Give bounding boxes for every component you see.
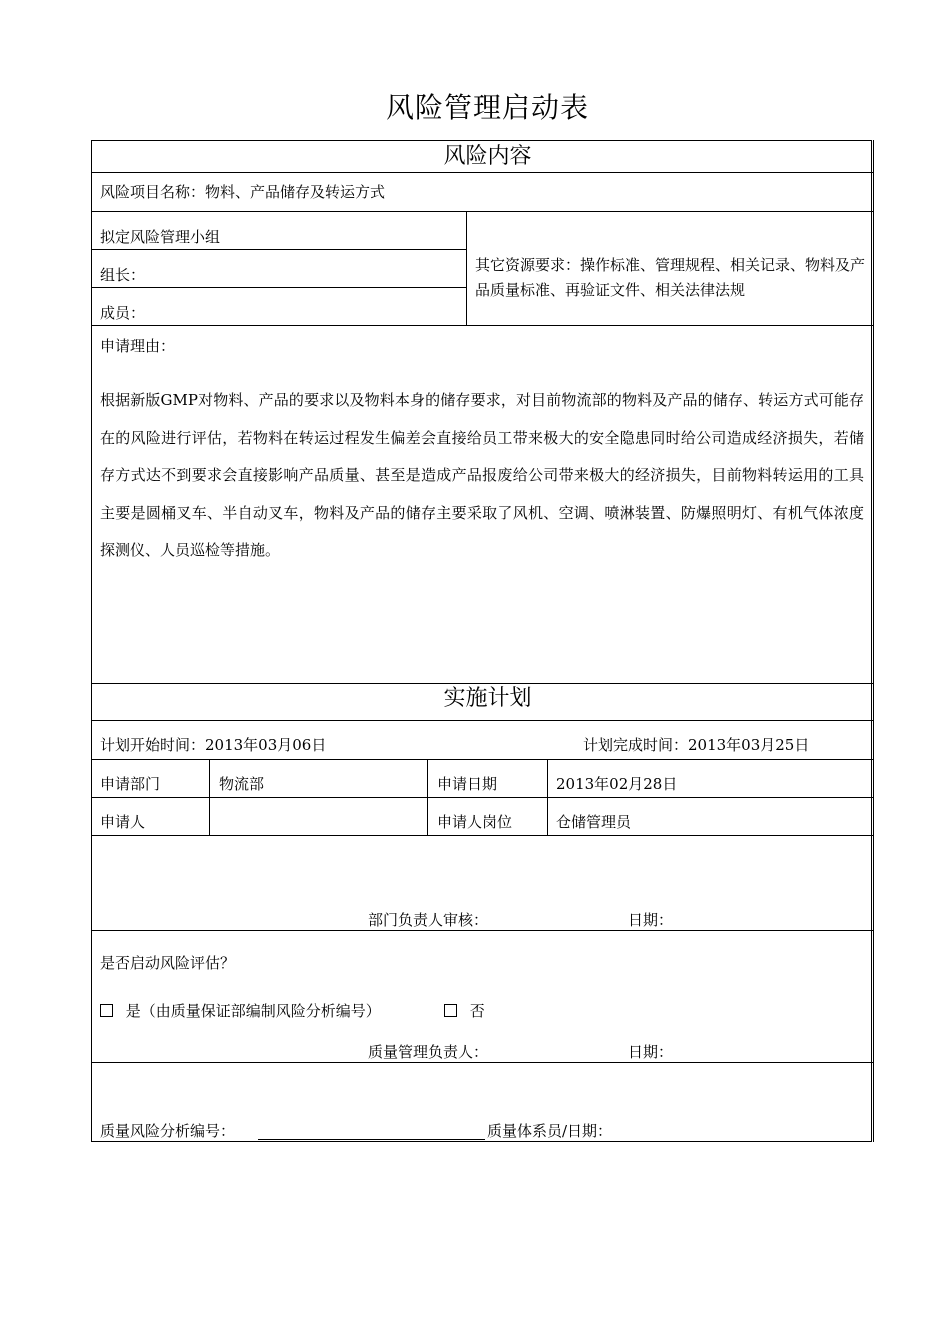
position-value: 仓储管理员	[556, 813, 632, 831]
option-yes[interactable]	[100, 1004, 381, 1019]
column-divider	[466, 211, 467, 325]
plan-start-time: 计划开始时间：2013年03月06日	[100, 736, 327, 754]
section-heading-risk-content: 风险内容	[443, 144, 532, 169]
row-divider	[91, 683, 873, 684]
dept-review-signature: 部门负责人审核：	[368, 911, 489, 929]
row-divider	[91, 211, 873, 212]
team-label: 拟定风险管理小组	[100, 228, 221, 246]
other-resources: 其它资源要求：操作标准、管理规程、相关记录、物料及产品质量标准、再验证文件、相关法律法规	[475, 256, 866, 299]
leader-field: 组长：	[100, 266, 146, 284]
row-divider	[91, 930, 873, 931]
apply-date-value: 2013年02月28日	[556, 775, 678, 793]
project-name: 风险项目名称：物料、产品储存及转运方式	[100, 183, 386, 201]
dept-review-date: 日期：	[628, 911, 674, 929]
apply-date-label: 申请日期	[437, 775, 498, 793]
column-divider	[547, 759, 548, 835]
applicant-label: 申请人	[100, 813, 146, 831]
reason-label: 申请理由：	[100, 337, 176, 355]
row-divider	[91, 1062, 873, 1063]
section-heading-plan: 实施计划	[443, 686, 532, 711]
row-divider	[91, 249, 466, 250]
row-divider	[91, 835, 873, 836]
row-divider	[91, 720, 873, 721]
option-no-label: 否	[469, 1002, 485, 1020]
dept-value: 物流部	[219, 775, 265, 793]
option-no[interactable]	[444, 1004, 485, 1019]
plan-end-time: 计划完成时间：2013年03月25日	[583, 736, 810, 754]
row-divider	[91, 287, 466, 288]
column-divider	[209, 759, 210, 835]
risk-number-label: 质量风险分析编号：	[100, 1122, 236, 1140]
start-assessment-question: 是否启动风险评估？	[100, 954, 236, 972]
checkbox-icon[interactable]	[100, 1004, 113, 1017]
column-divider	[427, 759, 428, 835]
dept-label: 申请部门	[100, 775, 161, 793]
page-title: 风险管理启动表	[385, 91, 589, 124]
row-divider	[91, 172, 873, 173]
quality-head-date: 日期：	[628, 1043, 674, 1061]
checkbox-icon[interactable]	[444, 1004, 457, 1017]
qa-staff-date: 质量体系员/日期：	[487, 1122, 613, 1140]
option-yes-label: 是（由质量保证部编制风险分析编号）	[125, 1002, 381, 1020]
reason-text: 根据新版GMP对物料、产品的要求以及物料本身的储存要求，对目前物流部的物料及产品的储存、转运方式可能存在的风险进行评估，若物料在转运过程发生偏差会直接给员工带来极大的安全隐患同时给公司造成经济损失，若储存方式达不到要求会直接影响产品质量、甚至是造成产品报废给公司带来极大的经济损失，目前物料转运用的工具主要是圆桶叉车、半自动叉车，物料及产品的储存主要采取了风机、空调、喷淋装置、防爆照明灯、有机气体浓度探测仪、人员巡检等措施。	[100, 391, 864, 559]
members-field: 成员：	[100, 304, 146, 322]
position-label: 申请人岗位	[437, 813, 513, 831]
risk-number-input[interactable]	[258, 1139, 485, 1140]
quality-head-signature: 质量管理负责人：	[368, 1043, 489, 1061]
row-divider	[91, 325, 873, 326]
table-border	[873, 140, 874, 1142]
